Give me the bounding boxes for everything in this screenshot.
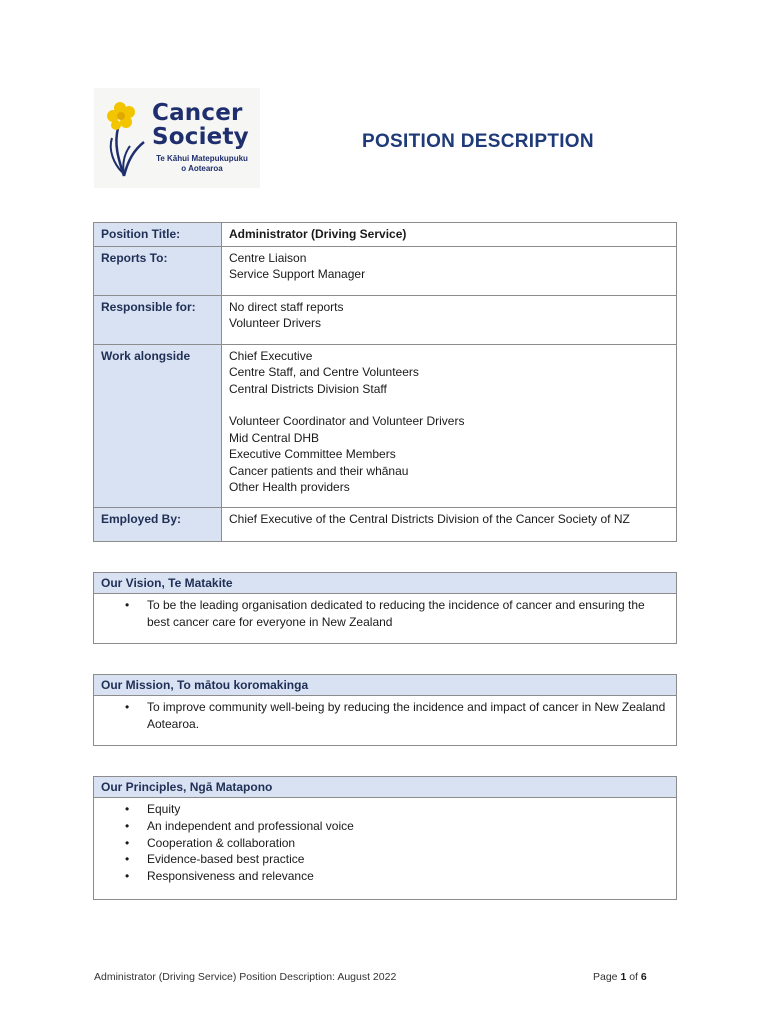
responsible-for-value xyxy=(222,295,677,344)
list-item: • To be the leading organisation dedicated to reducing the incidence of cancer and ensuring the best cancer care for everyone in New Zealand xyxy=(147,597,668,631)
page-current: 1 xyxy=(620,971,627,983)
list-item: Mid Central DHB xyxy=(229,430,320,445)
of-word: of xyxy=(629,971,638,983)
list-item: Volunteer Coordinator and Volunteer Drivers xyxy=(229,414,465,428)
mission-list xyxy=(94,696,676,747)
mission-section xyxy=(93,674,677,746)
table-row xyxy=(94,507,677,541)
employed-by-label: Employed By: xyxy=(94,507,222,541)
cancer-society-logo xyxy=(94,88,260,188)
list-item: Centre Staff, and Centre Volunteers xyxy=(229,365,419,379)
list-item: • Equity xyxy=(147,801,668,818)
list-item: Other Health providers xyxy=(229,480,350,494)
table-row xyxy=(94,295,677,344)
list-item: Centre Liaison xyxy=(229,250,307,265)
vision-heading: Our Vision, Te Matakite xyxy=(94,573,676,594)
table-row xyxy=(94,344,677,507)
table-row xyxy=(94,246,677,295)
position-info-table xyxy=(93,222,677,542)
document-title: POSITION DESCRIPTION xyxy=(362,131,594,152)
logo-subtitle-1: Te Kāhui Matepukupuku xyxy=(156,154,248,163)
page-total: 6 xyxy=(640,971,647,983)
mission-heading: Our Mission, To mātou koromakinga xyxy=(94,675,676,696)
logo-subtitle-2: o Aotearoa xyxy=(181,164,223,173)
principles-heading: Our Principles, Ngā Matapono xyxy=(94,777,676,798)
table-row xyxy=(94,223,677,247)
vision-section xyxy=(93,572,677,644)
position-title-value: Administrator (Driving Service) xyxy=(222,223,677,247)
footer-document-name: Administrator (Driving Service) Position Description: August 2022 xyxy=(94,971,397,983)
spacer xyxy=(229,397,669,413)
list-item: • Cooperation & collaboration xyxy=(147,835,668,852)
employed-by-value: Chief Executive of the Central Districts Division of the Cancer Society of NZ xyxy=(222,507,677,541)
work-alongside-value xyxy=(222,344,677,507)
work-alongside-label: Work alongside xyxy=(94,344,222,507)
footer-page-number xyxy=(593,971,647,983)
list-item: Executive Committee Members xyxy=(229,447,396,461)
reports-to-value xyxy=(222,246,677,295)
list-item: • Evidence-based best practice xyxy=(147,851,668,868)
logo-word-cancer: Cancer xyxy=(152,100,243,126)
page-word: Page xyxy=(593,971,618,983)
list-item: Cancer patients and their whānau xyxy=(229,463,409,478)
principles-list xyxy=(94,798,676,899)
principles-section xyxy=(93,776,677,900)
daffodil-icon xyxy=(104,98,154,178)
list-item: Chief Executive xyxy=(229,348,313,363)
list-item: • Responsiveness and relevance xyxy=(147,868,668,885)
vision-list xyxy=(94,594,676,645)
list-item: Service Support Manager xyxy=(229,267,366,281)
list-item: • An independent and professional voice xyxy=(147,818,668,835)
list-item: Volunteer Drivers xyxy=(229,316,322,330)
position-title-label: Position Title: xyxy=(94,223,222,247)
list-item: • To improve community well-being by reducing the incidence and impact of cancer in New Zealand Aotearoa. xyxy=(147,699,668,733)
logo-word-society: Society xyxy=(152,124,249,150)
responsible-for-label: Responsible for: xyxy=(94,295,222,344)
reports-to-label: Reports To: xyxy=(94,246,222,295)
list-item: Central Districts Division Staff xyxy=(229,381,387,396)
list-item: No direct staff reports xyxy=(229,299,344,314)
